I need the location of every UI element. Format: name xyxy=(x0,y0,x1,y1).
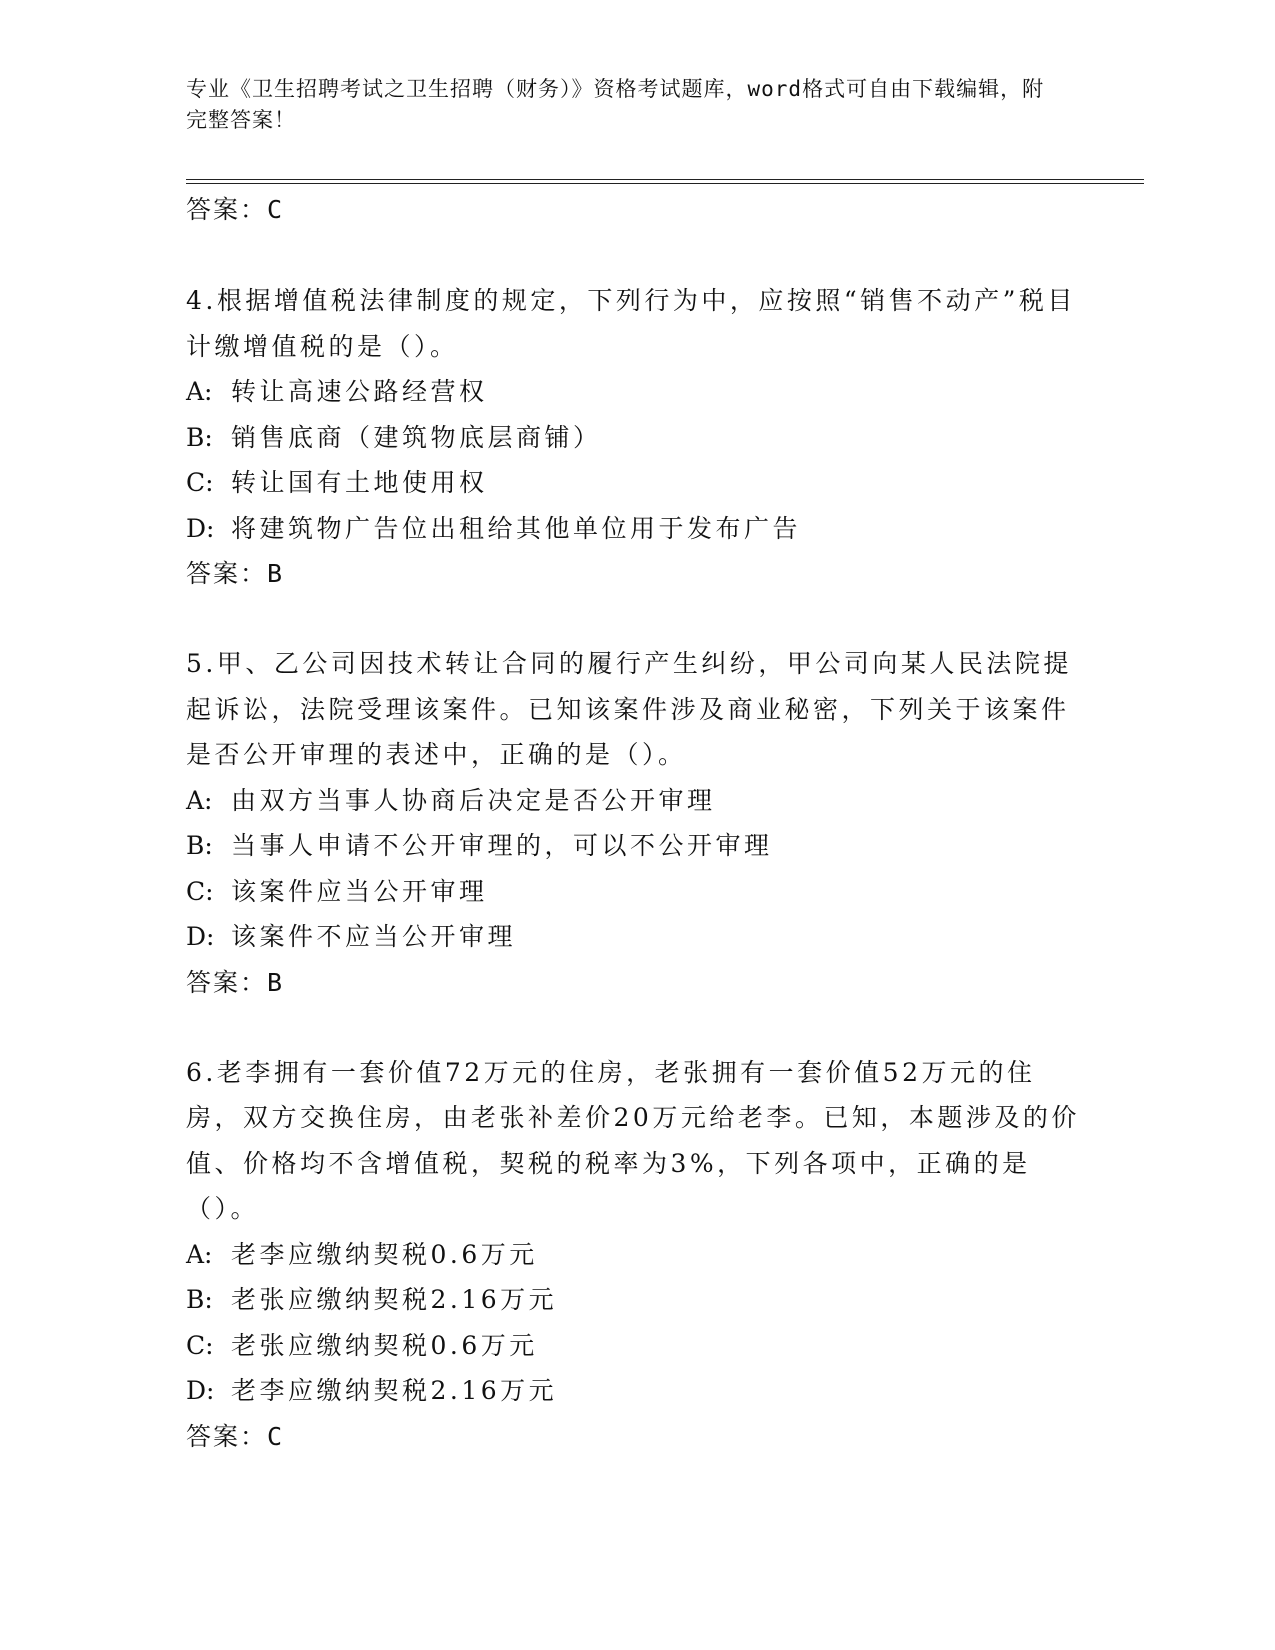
option-text: 转让国有土地使用权 xyxy=(231,468,488,497)
question-text: 6.老李拥有一套价值72万元的住房，老张拥有一套价值52万元的住房，双方交换住房，由老张补差价20万元给老李。已知，本题涉及的价值、价格均不含增值税，契税的税率为3%，下列各项中，正确的是（）。 xyxy=(186,1057,1080,1223)
option-text: 老李应缴纳契税0.6万元 xyxy=(231,1239,538,1269)
question-block xyxy=(186,641,1086,1006)
question-block xyxy=(186,1050,1086,1460)
option-text: 销售底商（建筑物底层商铺） xyxy=(231,422,602,452)
option-d xyxy=(186,1368,1086,1414)
option-key: B: xyxy=(186,1285,213,1314)
question-block xyxy=(186,278,1086,597)
option-key: B: xyxy=(186,831,213,860)
question-list xyxy=(186,186,1086,1460)
option-key: A: xyxy=(186,1239,213,1269)
option-a xyxy=(186,778,1086,824)
option-text: 当事人申请不公开审理的，可以不公开审理 xyxy=(231,831,773,860)
option-key: A: xyxy=(186,785,213,815)
question-text: 4.根据增值税法律制度的规定，下列行为中，应按照“销售不动产”税目计缴增值税的是（）。 xyxy=(186,286,1076,361)
option-text: 该案件不应当公开审理 xyxy=(231,922,517,951)
option-b xyxy=(186,823,1086,869)
option-text: 由双方当事人协商后决定是否公开审理 xyxy=(231,785,716,815)
header-divider-bottom xyxy=(186,183,1144,184)
previous-answer: 答案：C xyxy=(186,195,285,224)
option-b xyxy=(186,1277,1086,1323)
option-key: C: xyxy=(186,876,214,906)
header-divider-top xyxy=(186,179,1144,180)
option-key: D: xyxy=(186,922,215,951)
option-key: D: xyxy=(186,1376,215,1405)
answer-line: 答案：B xyxy=(186,967,285,997)
option-key: B: xyxy=(186,422,213,452)
option-b xyxy=(186,415,1086,461)
question-text: 5.甲、乙公司因技术转让合同的履行产生纠纷，甲公司向某人民法院提起诉讼，法院受理该案件。已知该案件涉及商业秘密，下列关于该案件是否公开审理的表述中，正确的是（）。 xyxy=(186,649,1072,769)
option-key: D: xyxy=(186,513,215,543)
option-text: 转让高速公路经营权 xyxy=(231,377,488,406)
option-d xyxy=(186,914,1086,960)
option-text: 老张应缴纳契税0.6万元 xyxy=(231,1330,538,1360)
option-c xyxy=(186,460,1086,506)
option-a xyxy=(186,1232,1086,1278)
option-key: C: xyxy=(186,1330,214,1360)
option-a xyxy=(186,369,1086,415)
option-text: 该案件应当公开审理 xyxy=(231,876,488,906)
answer-line: 答案：C xyxy=(186,1421,285,1451)
document-header: 专业《卫生招聘考试之卫生招聘（财务）》资格考试题库，word格式可自由下载编辑，附完整答案！ xyxy=(186,77,1045,132)
answer-line: 答案：B xyxy=(186,559,285,588)
option-key: A: xyxy=(186,377,213,406)
option-c xyxy=(186,1323,1086,1369)
option-text: 老张应缴纳契税2.16万元 xyxy=(231,1285,558,1314)
option-text: 将建筑物广告位出租给其他单位用于发布广告 xyxy=(231,513,802,543)
option-text: 老李应缴纳契税2.16万元 xyxy=(231,1376,558,1405)
option-c xyxy=(186,869,1086,915)
option-key: C: xyxy=(186,468,214,497)
option-d xyxy=(186,506,1086,552)
